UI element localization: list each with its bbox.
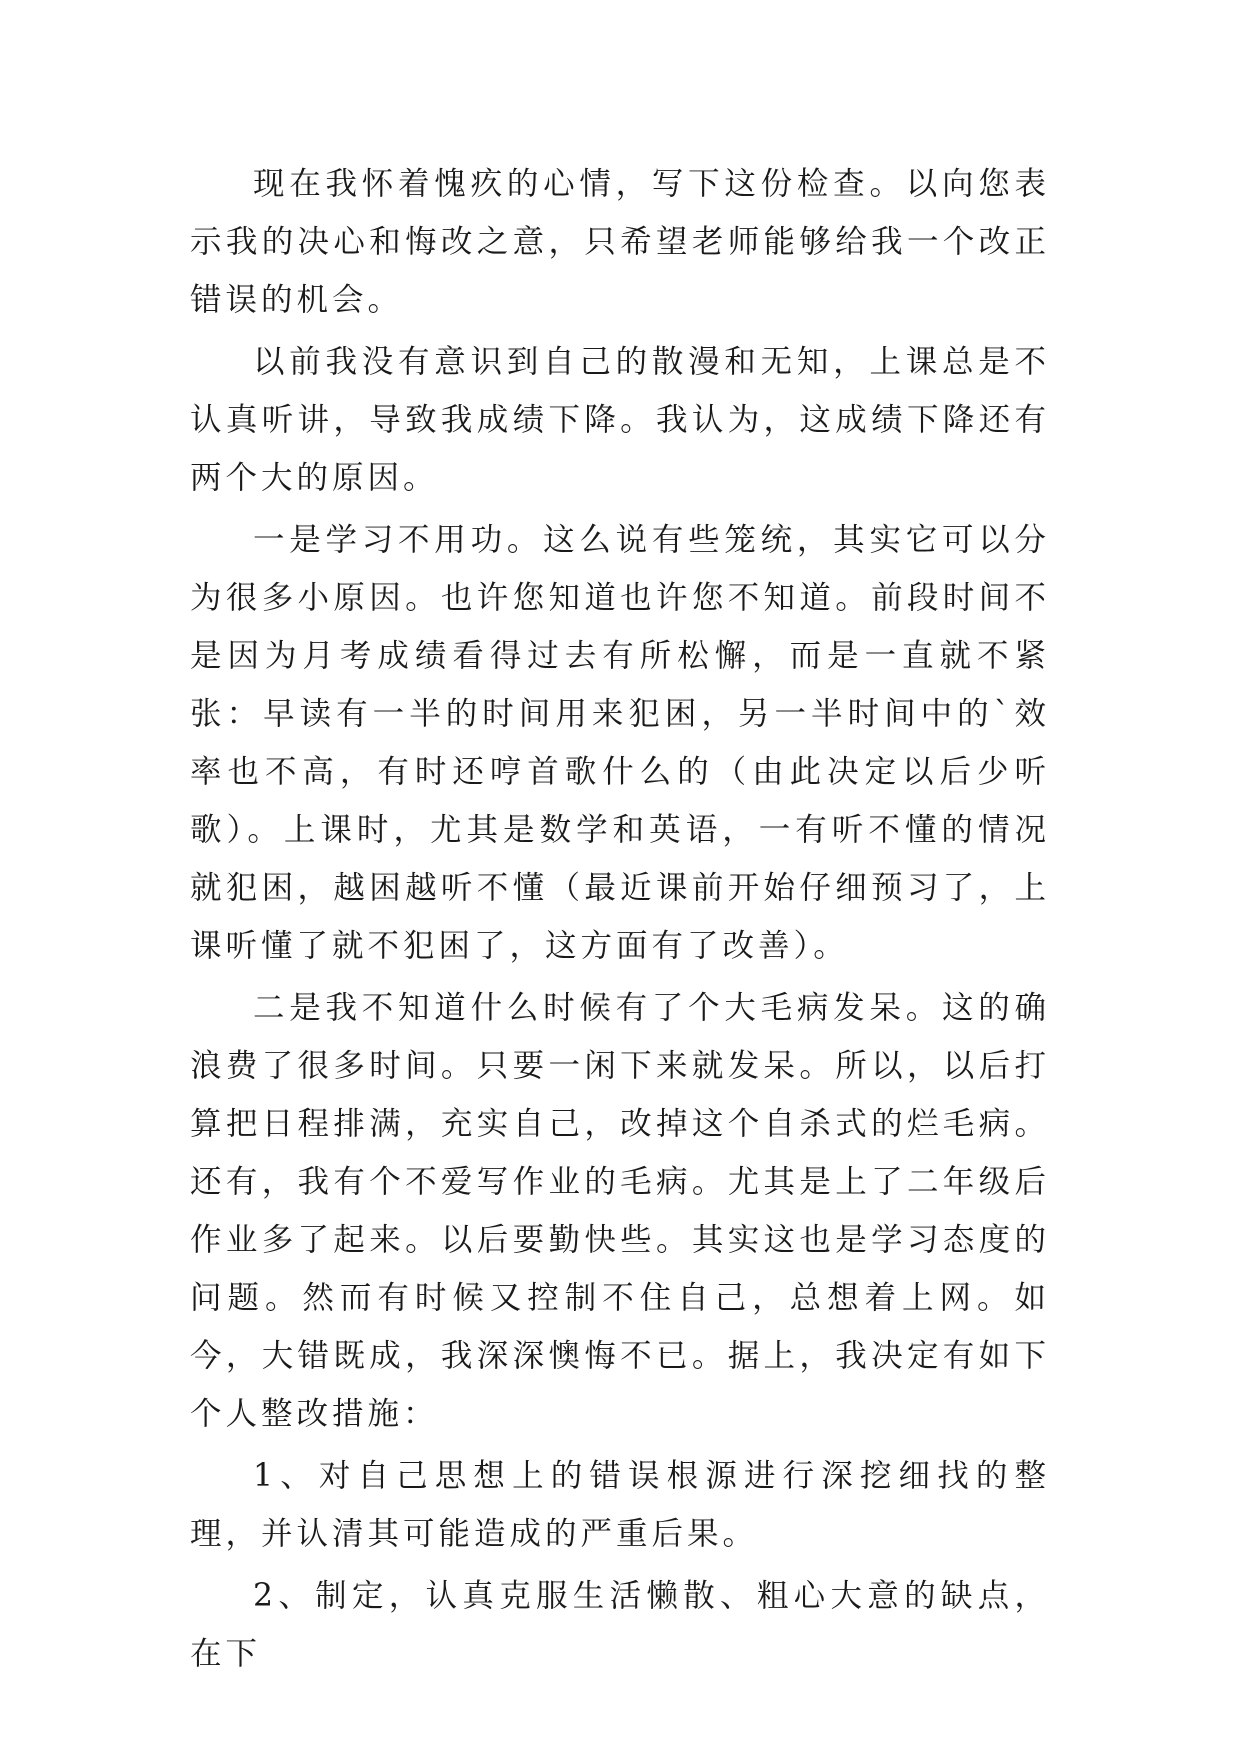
paragraph-5: 1、对自己思想上的错误根源进行深挖细找的整理，并认清其可能造成的严重后果。 bbox=[190, 1458, 1050, 1552]
paragraph-3: 一是学习不用功。这么说有些笼统，其实它可以分为很多小原因。也许您知道也许您不知道。前段时间不是因为月考成绩看得过去有所松懈，而是一直就不紧张：早读有一半的时间用来犯困，另一半时间中的`效率也不高，有时还哼首歌什么的（由此决定以后少听歌）。上课时，尤其是数学和英语，一有听不懂的情况就犯困，越困越听不懂（最近课前开始仔细预习了，上课听懂了就不犯困了，这方面有了改善）。 bbox=[190, 522, 1050, 964]
paragraph-6: 2、制定，认真克服生活懒散、粗心大意的缺点，在下 bbox=[190, 1578, 1050, 1672]
paragraph-2: 以前我没有意识到自己的散漫和无知，上课总是不认真听讲，导致我成绩下降。我认为，这成绩下降还有两个大的原因。 bbox=[190, 344, 1050, 496]
document-body bbox=[190, 155, 1050, 1683]
paragraph-4: 二是我不知道什么时候有了个大毛病发呆。这的确浪费了很多时间。只要一闲下来就发呆。所以，以后打算把日程排满，充实自己，改掉这个自杀式的烂毛病。还有，我有个不爱写作业的毛病。尤其是上了二年级后作业多了起来。以后要勤快些。其实这也是学习态度的问题。然而有时候又控制不住自己，总想着上网。如今，大错既成，我深深懊悔不已。据上，我决定有如下个人整改措施： bbox=[190, 990, 1050, 1432]
paragraph-1: 现在我怀着愧疚的心情，写下这份检查。以向您表示我的决心和悔改之意，只希望老师能够给我一个改正错误的机会。 bbox=[190, 166, 1050, 318]
